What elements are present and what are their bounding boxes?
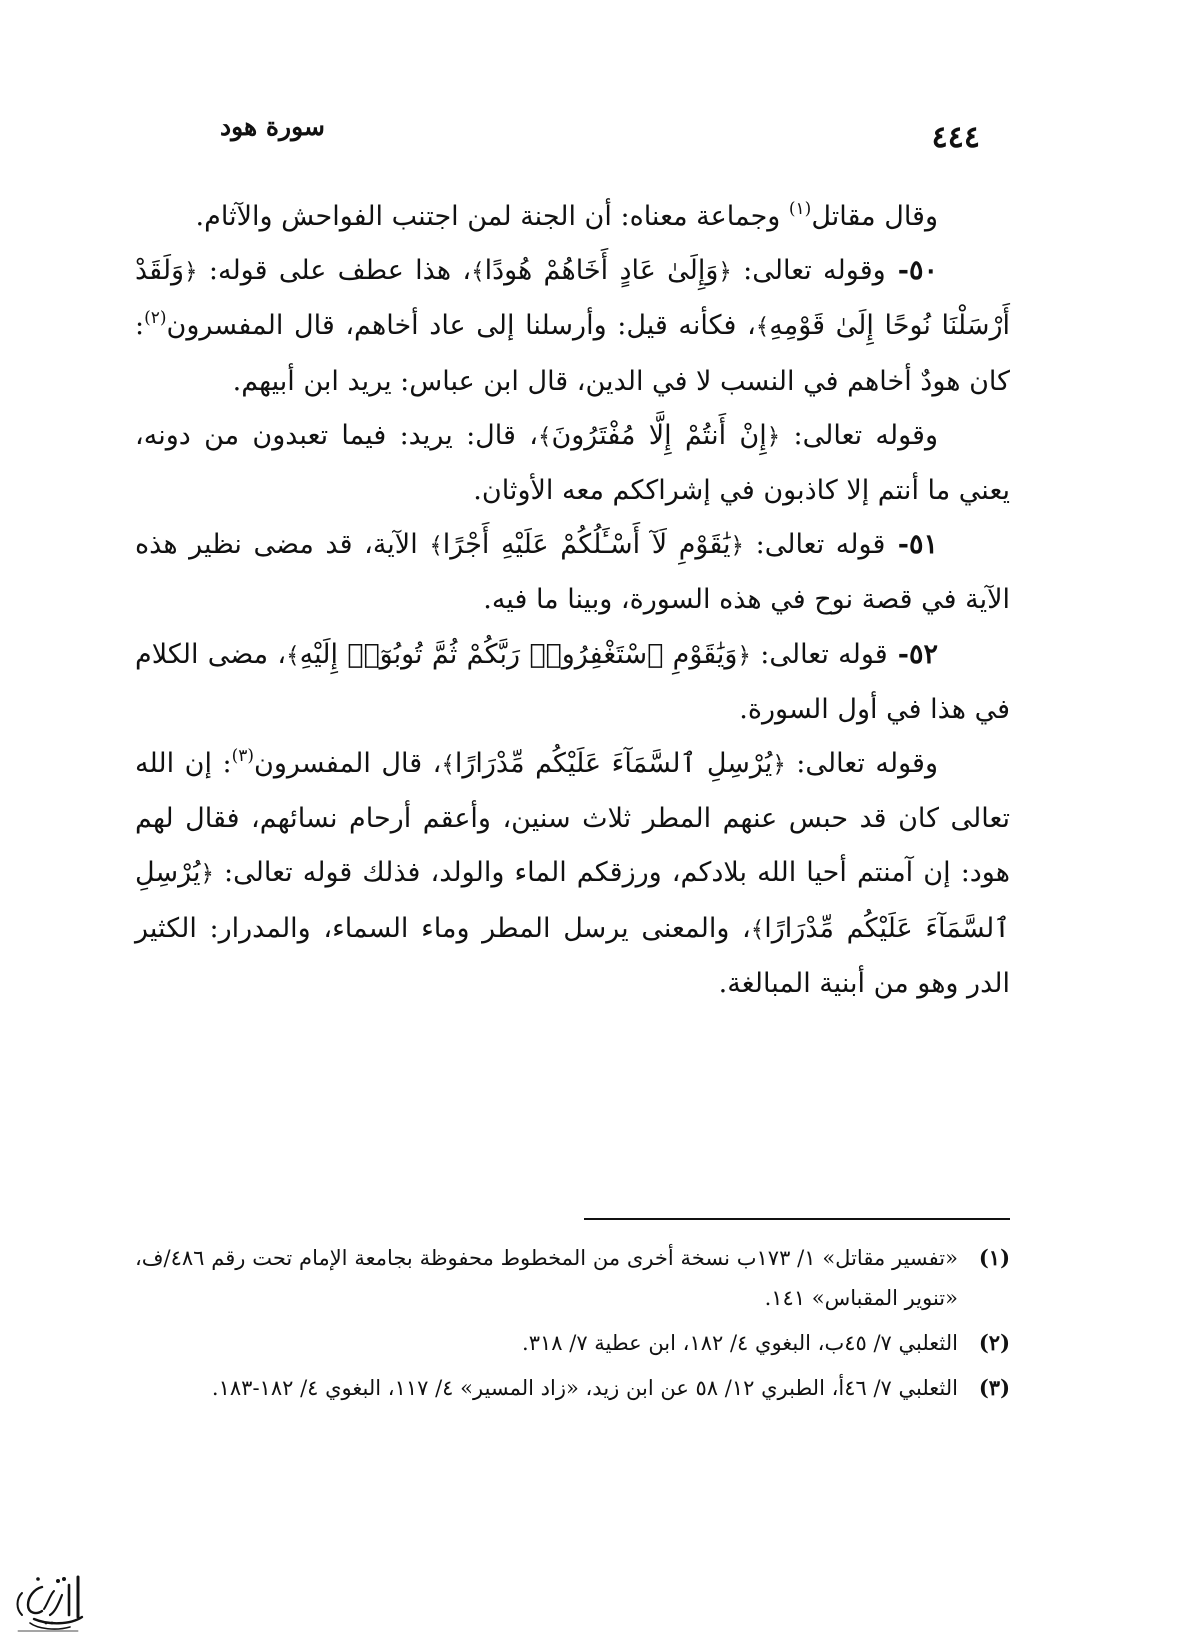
text-segment: وقوله تعالى: — [780, 419, 939, 451]
text-segment: : إن الله تعالى كان قد حبس عنهم المطر ثلاث سنين، وأعقم أرحام نسائهم، فقال لهم هود: إن آمنتم أحيا الله بلادكم، ورزقكم الماء والولد، فذلك قوله تعالى: — [135, 748, 1010, 889]
footnotes — [135, 1238, 1010, 1413]
text-segment: قوله تعالى: — [744, 529, 886, 561]
verse-number: ٥١- — [885, 529, 938, 561]
page-number: ٤٤٤ — [931, 120, 980, 155]
main-text — [135, 190, 1010, 1011]
quran-bracket: ﴾ — [750, 916, 765, 943]
text-segment: ، هذا عطف على قوله: — [197, 255, 472, 287]
paragraph — [135, 518, 1010, 627]
paragraph — [135, 190, 1010, 244]
footnote-text: «تفسير مقاتل» ١/ ١٧٣ب نسخة أخرى من المخطوط محفوظة بجامعة الإمام تحت رقم ٤٨٦/ف، «تنوير المقباس» ١٤١. — [135, 1246, 958, 1310]
footnote-text: الثعلبي ٧/ ٤٥ب، البغوي ٤/ ١٨٢، ابن عطية ٧/ ٣١٨. — [522, 1331, 958, 1355]
quran-bracket: ﴾ — [537, 423, 552, 450]
text-segment: ، قال: يريد: فيما تعبدون من دونه، يعني ما أنتم إلا كاذبون في إشراككم معه الأوثان. — [135, 419, 1010, 507]
quran-bracket: ﴾ — [755, 314, 770, 341]
paragraph — [135, 628, 1010, 737]
footnote — [135, 1368, 1010, 1408]
verse-number: ٥٠- — [885, 255, 938, 287]
quran-bracket: ﴾ — [441, 752, 455, 779]
footnote-marker: (٣) — [978, 1375, 1010, 1400]
quran-bracket: ﴾ — [286, 642, 300, 669]
paragraph — [135, 244, 1010, 409]
quran-bracket: ﴿ — [730, 533, 745, 560]
quran-quote: وَلَقَدْ أَرْسَلْنَا نُوحًا إِلَىٰ قَوْمِهِ — [135, 255, 1010, 342]
verse-number: ٥٢- — [887, 638, 939, 670]
text-segment: وجماعة معناه: أن الجنة لمن اجتنب الفواحش والآثام. — [195, 201, 789, 232]
quran-bracket: ﴿ — [184, 259, 198, 286]
footnote-marker: (٢) — [978, 1330, 1010, 1355]
paragraph — [135, 737, 1010, 1011]
quran-quote: يُرْسِلِ ٱلسَّمَآءَ عَلَيْكُم مِّدْرَارًا — [135, 857, 1010, 944]
page-header — [220, 112, 980, 162]
footnote-reference: (٢) — [144, 308, 167, 329]
footnote-text: الثعلبي ٧/ ٤٦أ، الطبري ١٢/ ٥٨ عن ابن زيد، «زاد المسير» ٤/ ١١٧، البغوي ٤/ ١٨٢-١٨٣. — [211, 1376, 958, 1400]
footnote — [135, 1238, 1010, 1318]
text-segment: الآية، قد مضى نظير هذه الآية في قصة نوح في هذه السورة، وبينا ما فيه. — [135, 529, 1010, 616]
text-segment: : كان هودٌ أخاهم في النسب لا في الدين، قال ابن عباس: يريد ابن أبيهم. — [135, 310, 1010, 397]
quran-bracket: ﴾ — [471, 259, 485, 286]
quran-quote: وَإِلَىٰ عَادٍ أَخَاهُمْ هُودًا — [484, 255, 719, 287]
footnote-divider — [584, 1218, 1010, 1220]
quran-bracket: ﴿ — [718, 259, 732, 286]
text-segment: ، فكأنه قيل: وأرسلنا إلى عاد أخاهم، قال المفسرون — [166, 310, 756, 342]
quran-quote: وَيَٰقَوْمِ ٱسْتَغْفِرُوا۟ رَبَّكُمْ ثُمَّ تُوبُوٓا۟ إِلَيْهِ — [299, 638, 738, 670]
footnote-reference: (١) — [788, 199, 812, 219]
text-segment: وقال مقاتل — [811, 201, 938, 232]
text-segment: قوله تعالى: — [750, 638, 888, 670]
quran-bracket: ﴾ — [429, 533, 443, 560]
text-segment: ، قال المفسرون — [254, 748, 442, 780]
quran-bracket: ﴿ — [737, 642, 751, 669]
quran-quote: يُرْسِلِ ٱلسَّمَآءَ عَلَيْكُم مِّدْرَارًا — [454, 748, 773, 780]
quran-bracket: ﴿ — [766, 423, 781, 450]
quran-bracket: ﴿ — [200, 861, 214, 888]
footnote-reference: (٣) — [231, 746, 255, 767]
text-segment: ، والمعنى يرسل المطر وماء السماء، والمدرار: الكثير الدر وهو من أبنية المبالغة. — [135, 912, 1010, 999]
text-segment: ، مضى الكلام في هذا في أول السورة. — [135, 638, 1010, 725]
footnote-marker: (١) — [978, 1245, 1010, 1270]
paragraph — [135, 409, 1010, 518]
running-title: سورة هود — [220, 112, 325, 141]
quran-bracket: ﴿ — [772, 752, 786, 779]
quran-quote: إِنْ أَنتُمْ إِلَّا مُفْتَرُونَ — [551, 419, 767, 451]
calligraphy-logo-icon — [8, 1565, 88, 1640]
footnote — [135, 1323, 1010, 1363]
text-segment: وقوله تعالى: — [785, 748, 939, 780]
quran-quote: يَٰقَوْمِ لَآ أَسْـَٔلُكُمْ عَلَيْهِ أَجْرًا — [442, 529, 731, 561]
text-segment: وقوله تعالى: — [731, 255, 886, 287]
